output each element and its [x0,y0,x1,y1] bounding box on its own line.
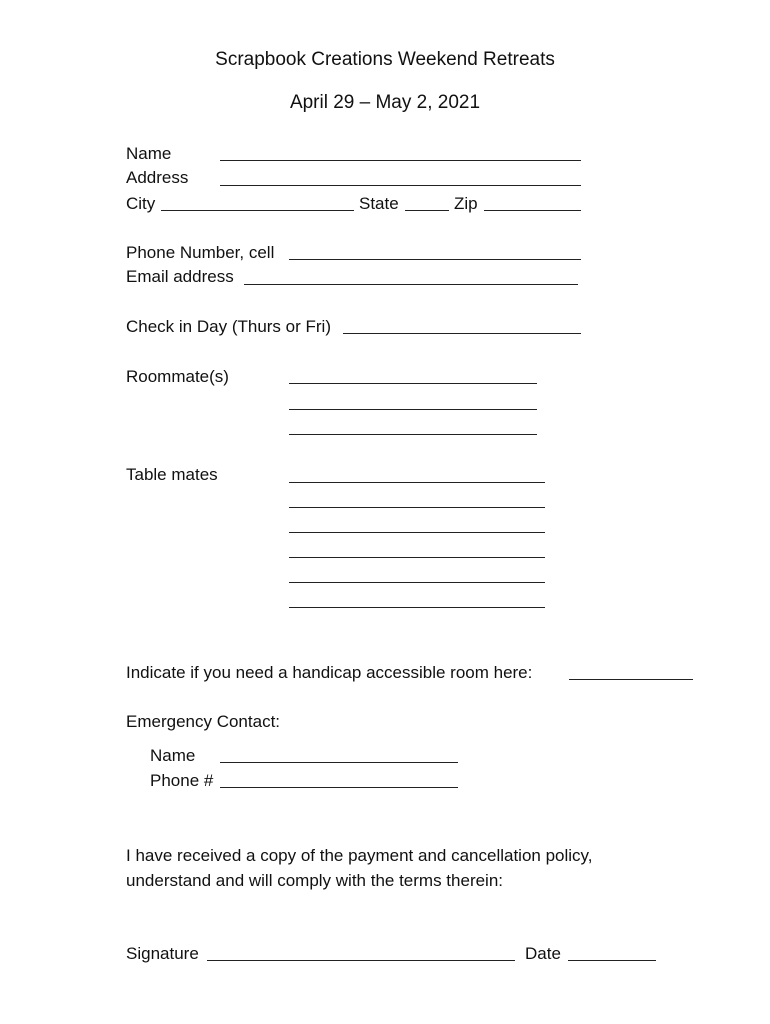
email-field[interactable] [244,284,578,285]
table-mate-field-6[interactable] [289,607,545,608]
table-mate-field-2[interactable] [289,507,545,508]
date-field[interactable] [568,960,656,961]
check-in-label: Check in Day (Thurs or Fri) [126,317,331,336]
phone-label: Phone Number, cell [126,243,275,262]
table-mate-field-4[interactable] [289,557,545,558]
handicap-label: Indicate if you need a handicap accessible room here: [126,663,533,682]
city-field[interactable] [161,210,354,211]
roommate-field-2[interactable] [289,409,537,410]
signature-label: Signature [126,944,199,963]
emergency-phone-label: Phone # [150,771,214,790]
table-mates-label: Table mates [126,465,218,484]
agreement-text-line-1: I have received a copy of the payment and cancellation policy, [126,846,593,865]
emergency-contact-heading: Emergency Contact: [126,712,281,731]
table-mate-field-5[interactable] [289,582,545,583]
name-field[interactable] [220,160,581,161]
emergency-name-field[interactable] [220,762,458,763]
address-label: Address [126,168,189,187]
table-mate-field-3[interactable] [289,532,545,533]
zip-field[interactable] [484,210,581,211]
signature-field[interactable] [207,960,515,961]
name-label: Name [126,144,172,163]
emergency-name-label: Name [150,746,196,765]
state-label: State [359,194,399,213]
emergency-phone-field[interactable] [220,787,458,788]
handicap-field[interactable] [569,679,693,680]
agreement-text-line-2: understand and will comply with the terms therein: [126,871,504,890]
check-in-field[interactable] [343,333,581,334]
roommate-field-1[interactable] [289,383,537,384]
email-label: Email address [126,267,234,286]
zip-label: Zip [454,194,478,213]
table-mate-field-1[interactable] [289,482,545,483]
roommates-label: Roommate(s) [126,367,229,386]
state-field[interactable] [405,210,449,211]
phone-field[interactable] [289,259,581,260]
address-field[interactable] [220,185,581,186]
roommate-field-3[interactable] [289,434,537,435]
form-title: Scrapbook Creations Weekend Retreats [215,49,555,70]
date-label: Date [525,944,561,963]
city-label: City [126,194,156,213]
retreat-dates: April 29 – May 2, 2021 [289,92,481,113]
